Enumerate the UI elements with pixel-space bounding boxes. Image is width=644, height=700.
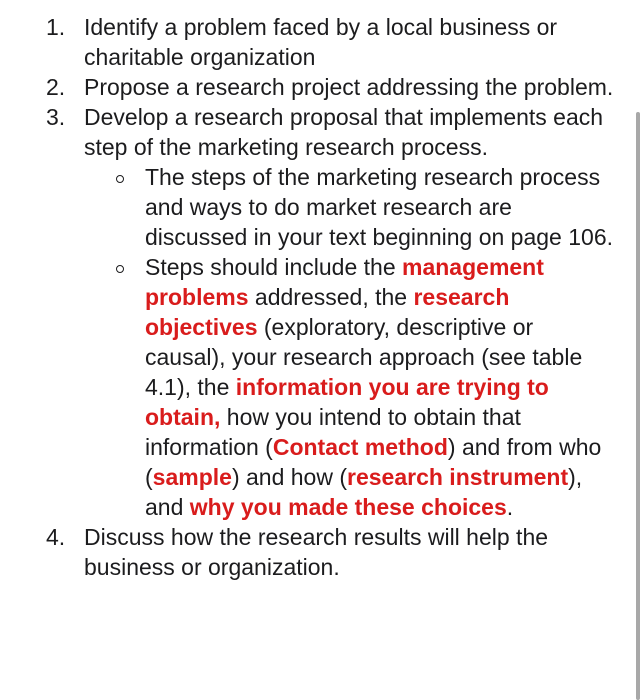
- highlight-information: information you are trying to obtain,: [145, 374, 549, 430]
- list-number: 4.: [46, 524, 66, 550]
- plain-text: addressed, the: [248, 284, 414, 310]
- list-item-4: [0, 522, 626, 582]
- list-item-text: Propose a research project addressing the problem.: [84, 74, 614, 100]
- list-item-text: Identify a problem faced by a local business or charitable organization: [84, 14, 558, 70]
- list-item-2: [0, 72, 626, 102]
- highlight-contact-method: Contact method: [272, 434, 448, 460]
- highlight-research-instrument: research instrument: [347, 464, 569, 490]
- bullet-icon: [116, 175, 124, 183]
- plain-text: .: [506, 494, 514, 520]
- sub-list-item-1: [0, 162, 626, 252]
- sub-item-text: The steps of the marketing research process and ways to do market research are discussed in your text beginning on page 106.: [145, 164, 613, 250]
- highlight-sample: sample: [152, 464, 232, 490]
- plain-text: how you intend to obtain that information (: [145, 404, 521, 460]
- bullet-icon: [116, 265, 124, 273]
- list-item-3: [0, 102, 626, 162]
- scrollbar[interactable]: [636, 112, 640, 700]
- list-number: 1.: [46, 14, 66, 40]
- plain-text: (exploratory, descriptive or causal), your research approach (see table 4.1), the: [145, 314, 583, 400]
- highlight-choices: why you made these choices: [189, 494, 507, 520]
- list-number: 3.: [46, 104, 66, 130]
- list-number: 2.: [46, 74, 66, 100]
- sub-list-item-2: [0, 252, 626, 522]
- list-item-text: Discuss how the research results will help the business or organization.: [84, 524, 549, 580]
- sub-item-text: [145, 254, 601, 520]
- plain-text: Steps should include the: [145, 254, 403, 280]
- plain-text: ) and how (: [231, 464, 347, 490]
- highlight-research-objectives: research objectives: [145, 284, 510, 340]
- numbered-list: [0, 12, 626, 582]
- highlight-management-problems: management problems: [145, 254, 544, 310]
- plain-text: ) and from who (: [145, 434, 602, 490]
- list-item-text: Develop a research proposal that implements each step of the marketing research process.: [84, 104, 604, 160]
- plain-text: ), and: [145, 464, 583, 520]
- list-item-1: [0, 12, 626, 72]
